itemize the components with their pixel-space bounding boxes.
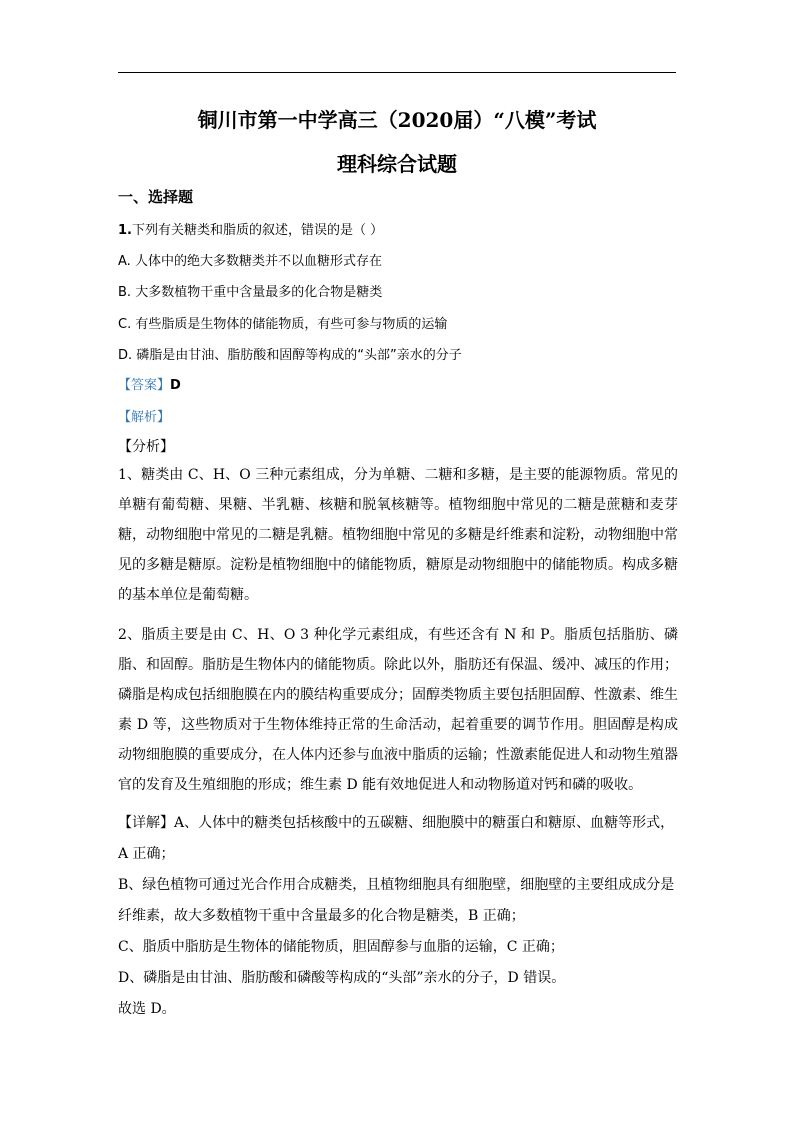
detail-line-1 bbox=[118, 812, 674, 832]
header-rule bbox=[118, 72, 676, 73]
question-number: 1. bbox=[118, 223, 132, 238]
option-b bbox=[118, 281, 382, 300]
fenxi-paragraph-2: 2、脂质主要是由 C、H、O 3 种化学元素组成，有些还含有 N 和 P。脂质包括脂肪、磷脂、和固醇。脂肪是生物体内的储能物质。除此以外，脂肪还有保温、缓冲、减压的作用；磷脂是构成包括细胞膜在内的膜结构重要成分；固醇类物质主要包括胆固醇、性激素、维生素 D 等，这些物质对于生物体维持正常的生命活动，起着重要的调节作用。胆固醇是构成动物细胞膜的重要成分，在人体内还参与血液中脂质的运输；性激素能促进人和动物生殖器官的发育及生殖细胞的形成；维生素 D 能有效地促进人和动物肠道对钙和磷的吸收。 bbox=[118, 627, 678, 793]
detail-line-7: 故选 D。 bbox=[118, 1001, 176, 1017]
detail-line-5: C、脂质中脂肪是生物体的储能物质，胆固醇参与血脂的运输，C 正确； bbox=[118, 939, 564, 955]
option-d bbox=[118, 344, 462, 363]
detail-line-2: A 正确； bbox=[118, 846, 175, 862]
answer-line bbox=[118, 374, 181, 393]
option-letter: D. bbox=[118, 348, 133, 363]
question-stem bbox=[118, 219, 383, 238]
option-text: 磷脂是由甘油、脂肪酸和固醇等构成的“头部”亲水的分子 bbox=[136, 348, 462, 363]
option-text: 有些脂质是生物体的储能物质，有些可参与物质的运输 bbox=[135, 317, 448, 332]
exam-subtitle: 理科综合试题 bbox=[337, 152, 457, 176]
option-text: 人体中的绝大多数糖类并不以血糖形式存在 bbox=[134, 254, 382, 269]
detail-line-3: B、绿色植物可通过光合作用合成糖类，且植物细胞具有细胞壁，细胞壁的主要组成成分是 bbox=[118, 877, 675, 893]
question-text: 下列有关糖类和脂质的叙述，错误的是（ ） bbox=[131, 223, 384, 238]
detail-line-4: 纤维素，故大多数植物干重中含量最多的化合物是糖类，B 正确； bbox=[118, 908, 525, 924]
answer-value: D bbox=[170, 378, 181, 393]
answer-label: 【答案】 bbox=[118, 378, 171, 393]
section-title: 一、选择题 bbox=[118, 188, 194, 206]
option-c bbox=[118, 313, 447, 332]
option-a bbox=[118, 250, 382, 269]
detail-label: 【详解】 bbox=[118, 815, 174, 831]
detail-text: A、人体中的糖类包括核酸中的五碳糖、细胞膜中的糖蛋白和糖原、血糖等形式， bbox=[174, 815, 675, 831]
exam-title: 铜川市第一中学高三（2020届）“八模”考试 bbox=[197, 108, 597, 132]
detail-line-6: D、磷脂是由甘油、脂肪酸和磷酸等构成的“头部”亲水的分子，D 错误。 bbox=[118, 970, 566, 986]
option-text: 大多数植物干重中含量最多的化合物是糖类 bbox=[135, 285, 383, 300]
option-letter: A. bbox=[118, 254, 131, 269]
fenxi-paragraph-1: 1、糖类由 C、H、O 三种元素组成，分为单糖、二糖和多糖，是主要的能源物质。常见的单糖有葡萄糖、果糖、半乳糖、核糖和脱氧核糖等。植物细胞中常见的二糖是蔗糖和麦芽糖，动物细胞中常见的二糖是乳糖。植物细胞中常见的多糖是纤维素和淀粉，动物细胞中常见的多糖是糖原。淀粉是植物细胞中的储能物质，糖原是动物细胞中的储能物质。构成多糖的基本单位是葡萄糖。 bbox=[118, 467, 678, 603]
option-letter: B. bbox=[118, 285, 132, 300]
analysis-label: 【解析】 bbox=[118, 410, 171, 425]
option-letter: C. bbox=[118, 317, 132, 332]
fenxi-label: 【分析】 bbox=[118, 439, 174, 455]
